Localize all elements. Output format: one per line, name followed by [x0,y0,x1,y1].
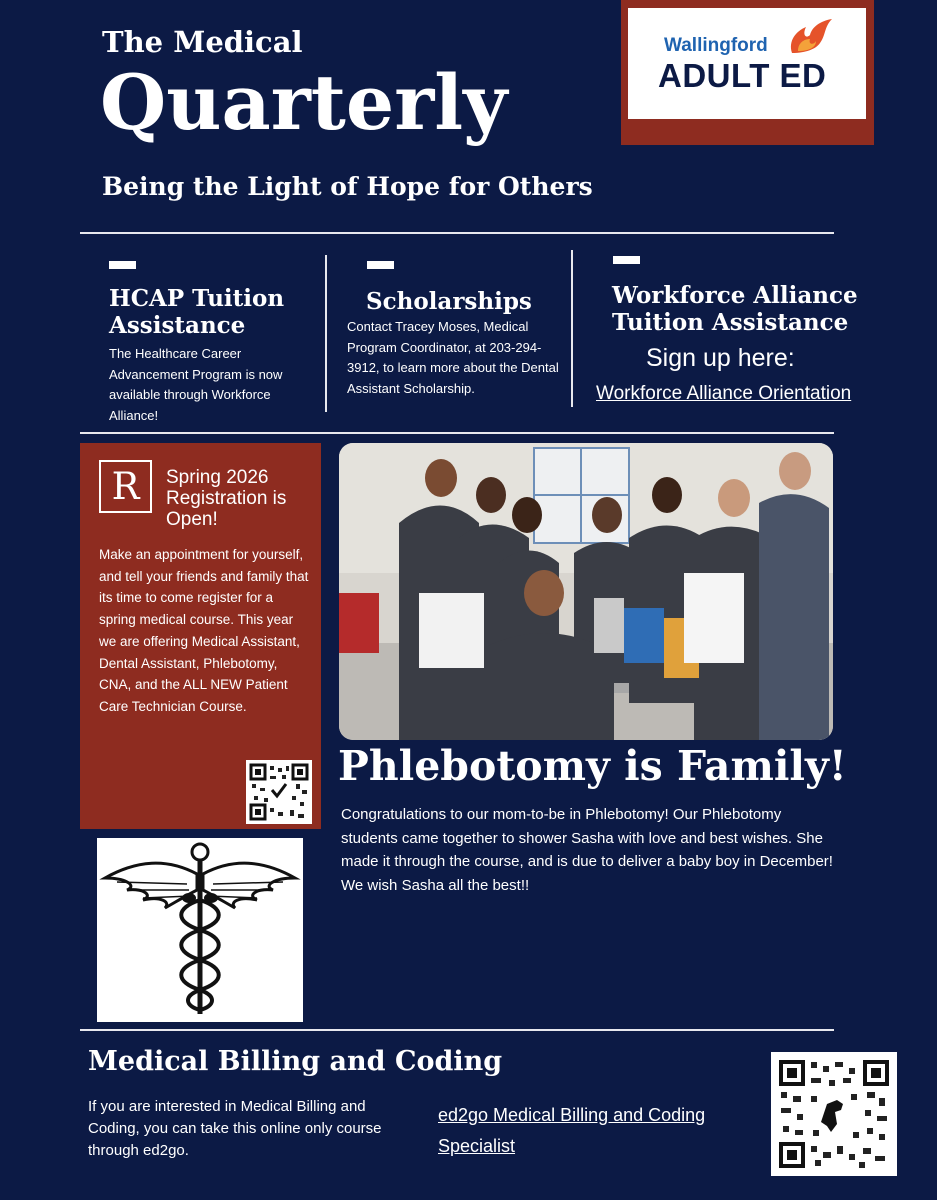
caduceus-illustration [97,838,303,1022]
registration-badge: R [99,460,152,513]
column-divider [325,255,327,412]
scholarships-body: Contact Tracey Moses, Medical Program Coordinator, at 203-294-3912, to learn more about the Dental Assistant Scholarship. [347,319,559,396]
feature-body: Congratulations to our mom-to-be in Phlebotomy! Our Phlebotomy students came together to shower Sasha with love and best wishes. She made it through the course, and is due to deliver a baby boy in December! We wish Sasha all the best!! [341,806,833,894]
divider-bottom [80,1029,834,1031]
billing-qr-code[interactable] [771,1052,897,1176]
logo-line1: Wallingford [664,35,768,56]
newsletter-tagline: Being the Light of Hope for Others [102,172,593,201]
caduceus-icon [97,838,303,1022]
column-marker [109,261,136,269]
group-photo [339,443,833,740]
registration-body: Make an appointment for yourself, and tell your friends and family that its time to come register for a spring medical course. This year we are offering Medical Assistant, Dental Assistant, Phlebotomy, CNA, and the ALL NEW Patient Care Technician Course. [99,547,309,714]
registration-heading: Spring 2026 Registration is Open! [166,467,287,530]
workforce-orientation-link[interactable]: Workforce Alliance Orientation [596,383,852,404]
column-marker [613,256,640,264]
newsletter-title: Quarterly [100,58,508,147]
divider-middle [80,432,834,434]
column-marker [367,261,394,269]
qr-code-icon [246,760,312,824]
scholarships-heading: Scholarships [366,288,532,315]
divider-top [80,232,834,234]
workforce-heading: Workforce Alliance Tuition Assistance [612,282,858,336]
hcap-body: The Healthcare Career Advancement Program is now available through Workforce Alliance! [109,346,283,423]
billing-body: If you are interested in Medical Billing and Coding, you can take this online only course through ed2go. [88,1098,382,1159]
registration-qr-code[interactable] [246,760,312,824]
logo-line2: ADULT ED [658,57,827,94]
feature-heading: Phlebotomy is Family! [338,742,847,790]
hcap-heading: HCAP Tuition Assistance [109,285,285,339]
ed2go-billing-link[interactable]: ed2go Medical Billing and Coding Specialist [438,1105,706,1156]
column-divider [571,250,573,407]
billing-heading: Medical Billing and Coding [88,1046,503,1077]
signup-label: Sign up here: [646,344,795,372]
newsletter-subtitle: The Medical [102,25,303,59]
qr-code-icon [771,1052,897,1176]
flame-icon [786,17,836,57]
